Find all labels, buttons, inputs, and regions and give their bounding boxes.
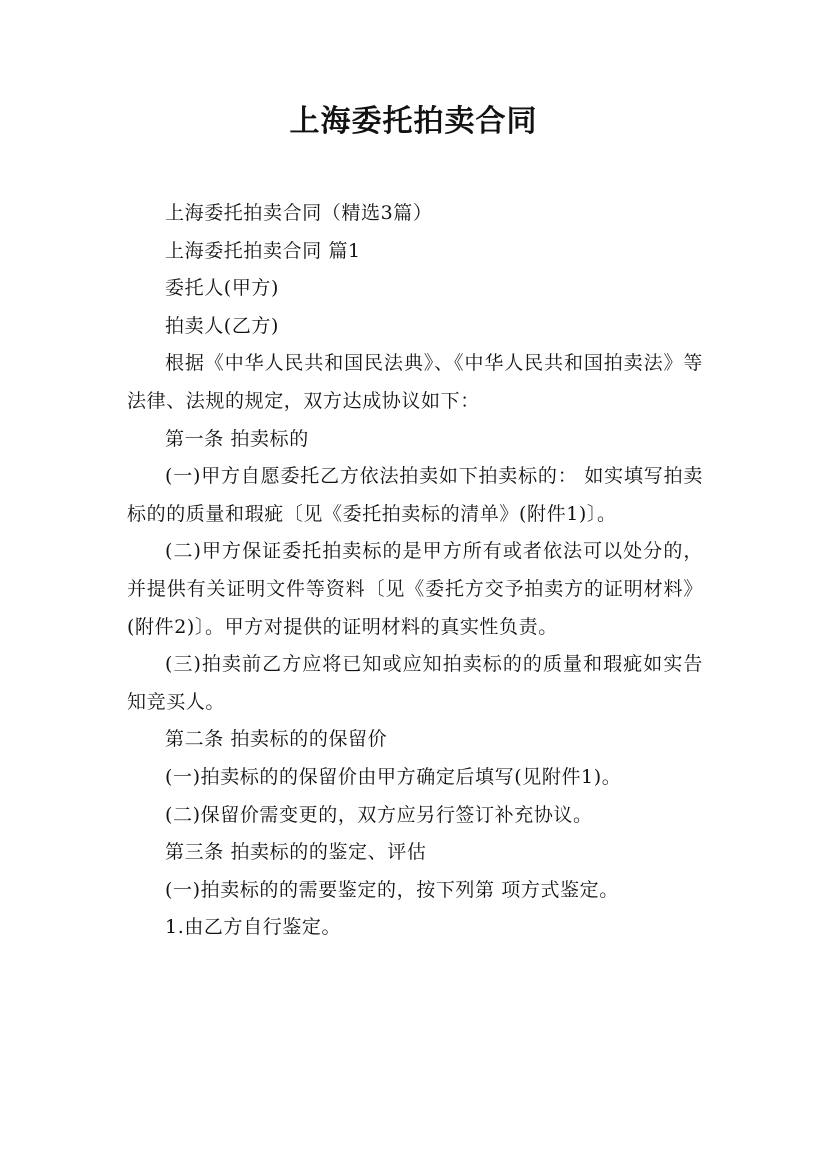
- paragraph-article-3-item-1: (一)拍卖标的的需要鉴定的，按下列第 项方式鉴定。: [165, 878, 619, 901]
- paragraph-article-2: 第二条 拍卖标的的保留价: [165, 728, 388, 751]
- paragraph-article-1-item-2: (二)甲方保证委托拍卖标的是甲方所有或者依法可以处分的，并提供有关证明文件等资料〔见《委托方交予拍卖方的证明材料》(附件2)〕。甲方对提供的证明材料的真实性负责。: [127, 540, 703, 638]
- document-body: [127, 195, 703, 947]
- paragraph-article-1-item-1: (一)甲方自愿委托乙方依法拍卖如下拍卖标的： 如实填写拍卖标的的质量和瑕疵〔见《委托拍卖标的清单》(附件1)〕。: [127, 465, 703, 525]
- paragraph-article-2-item-1: (一)拍卖标的的保留价由甲方确定后填写(见附件1)。: [165, 765, 622, 788]
- paragraph-section-heading: 上海委托拍卖合同 篇1: [165, 239, 361, 262]
- paragraph-article-1: 第一条 拍卖标的: [165, 427, 309, 450]
- document-title: 上海委托拍卖合同: [289, 104, 538, 139]
- paragraph-subtitle: 上海委托拍卖合同（精选3篇）: [165, 202, 433, 224]
- paragraph-article-3: 第三条 拍卖标的的鉴定、评估: [165, 841, 427, 864]
- paragraph-preamble: 根据《中华人民共和国民法典》、《中华人民共和国拍卖法》等法律、法规的规定，双方达成协议如下：: [127, 352, 703, 412]
- paragraph-article-2-item-2: (二)保留价需变更的，双方应另行签订补充协议。: [165, 803, 593, 826]
- paragraph-party-b: 拍卖人(乙方): [165, 314, 280, 337]
- paragraph-article-1-item-3: (三)拍卖前乙方应将已知或应知拍卖标的的质量和瑕疵如实告知竞买人。: [127, 653, 703, 713]
- paragraph-article-3-item-1-option-1: 1.由乙方自行鉴定。: [165, 916, 342, 939]
- paragraph-party-a: 委托人(甲方): [165, 277, 280, 300]
